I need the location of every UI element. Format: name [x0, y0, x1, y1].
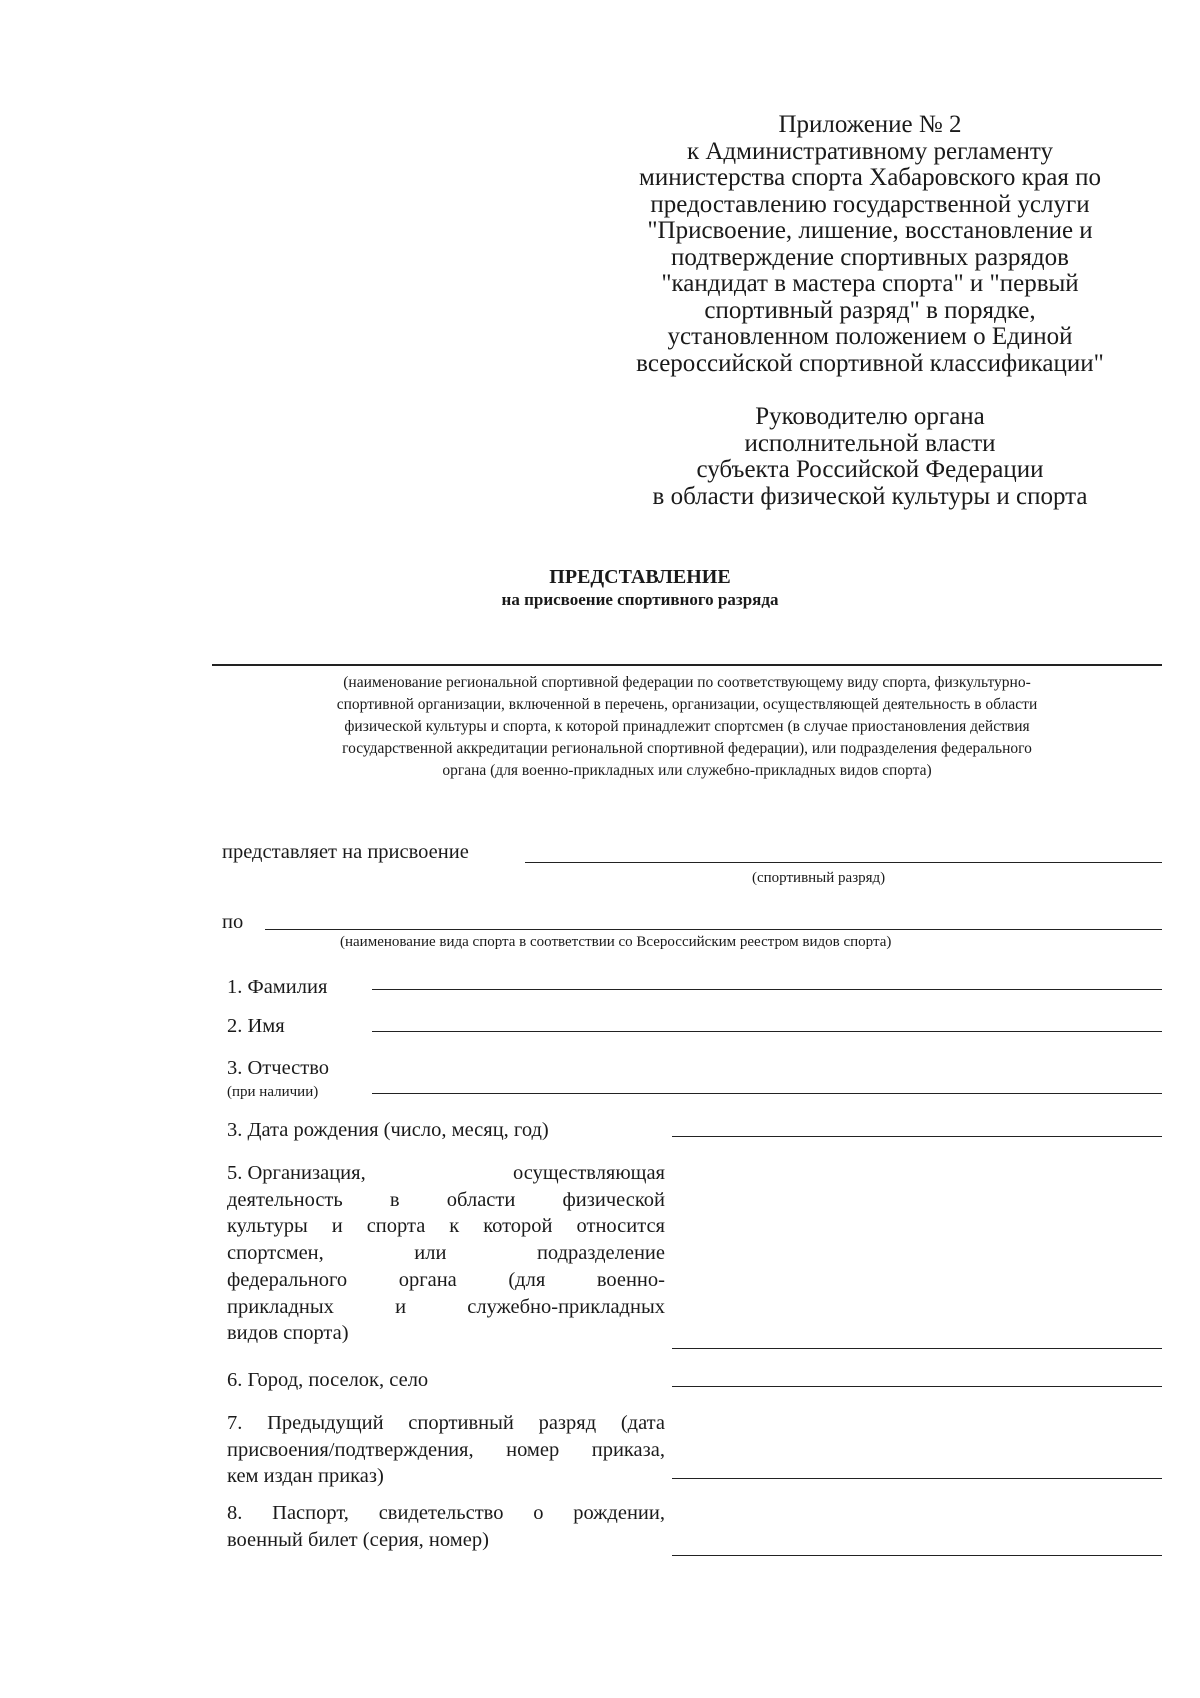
- organization-line: федерального органа (для военно-: [227, 1268, 665, 1291]
- previous-rank-field-line[interactable]: [672, 1478, 1162, 1479]
- name-field-line[interactable]: [372, 1031, 1162, 1032]
- sport-field-hint: (наименование вида спорта в соответствии со Всероссийским реестром видов спорта): [340, 934, 892, 950]
- appendix-header: [590, 112, 1150, 377]
- presents-label: представляет на присвоение: [222, 841, 469, 863]
- organization-line: деятельность в области физической: [227, 1188, 665, 1211]
- appendix-line: "Присвоение, лишение, восстановление и: [647, 217, 1093, 244]
- city-label: 6. Город, поселок, село: [227, 1369, 429, 1391]
- addressee-block: [600, 404, 1140, 510]
- organization-line: видов спорта): [227, 1322, 349, 1345]
- passport-line: 8. Паспорт, свидетельство о рождении,: [227, 1502, 665, 1524]
- organization-label: [227, 1160, 665, 1347]
- appendix-line: предоставлению государственной услуги: [650, 190, 1090, 218]
- appendix-line: подтверждение спортивных разрядов: [671, 243, 1069, 271]
- sport-label: по: [222, 911, 244, 933]
- previous-rank-label: [227, 1410, 665, 1490]
- passport-line: военный билет (серия, номер): [227, 1528, 489, 1551]
- addressee-line: Руководителю органа: [755, 403, 985, 430]
- passport-field-line[interactable]: [672, 1555, 1162, 1556]
- patronymic-note: (при наличии): [227, 1084, 319, 1100]
- birthdate-label: 3. Дата рождения (число, месяц, год): [227, 1119, 549, 1141]
- document-subtitle: на присвоение спортивного разряда: [501, 590, 779, 609]
- patronymic-label: 3. Отчество: [227, 1057, 330, 1079]
- addressee-line: исполнительной власти: [744, 429, 996, 457]
- previous-rank-line: присвоения/подтверждения, номер приказа,: [227, 1438, 665, 1461]
- appendix-line: Приложение № 2: [778, 111, 962, 138]
- organization-line: культуры и спорта к которой относится: [227, 1215, 665, 1238]
- caption-line: государственной аккредитации региональной спортивной федерации), или подразделения федерального: [342, 740, 1032, 757]
- appendix-line: к Административному регламенту: [686, 137, 1054, 165]
- appendix-line: установленном положением о Единой: [667, 323, 1073, 350]
- rank-field-line[interactable]: [525, 862, 1162, 863]
- appendix-line: министерства спорта Хабаровского края по: [639, 164, 1101, 191]
- organization-line: 5. Организация, осуществляющая: [227, 1162, 665, 1184]
- organization-caption: [212, 672, 1162, 782]
- surname-label: 1. Фамилия: [227, 976, 328, 998]
- addressee-line: в области физической культуры и спорта: [652, 482, 1088, 510]
- caption-line: физической культуры и спорта, к которой принадлежит спортсмен (в случае приостановления действия: [344, 718, 1030, 735]
- addressee-line: субъекта Российской Федерации: [696, 456, 1044, 483]
- organization-field-line[interactable]: [672, 1348, 1162, 1349]
- organization-name-line[interactable]: [212, 664, 1162, 666]
- document-title: ПРЕДСТАВЛЕНИЕ: [549, 566, 731, 588]
- patronymic-field-line[interactable]: [372, 1093, 1162, 1094]
- previous-rank-line: кем издан приказ): [227, 1465, 384, 1488]
- caption-line: спортивной организации, включенной в перечень, организации, осуществляющей деятельность в области: [336, 696, 1038, 713]
- rank-field-hint: (спортивный разряд): [752, 870, 886, 886]
- birthdate-field-line[interactable]: [672, 1136, 1162, 1137]
- sport-field-line[interactable]: [265, 929, 1162, 930]
- organization-line: прикладных и служебно-прикладных: [227, 1295, 665, 1318]
- surname-field-line[interactable]: [372, 989, 1162, 990]
- city-field-line[interactable]: [672, 1386, 1162, 1387]
- appendix-line: всероссийской спортивной классификации": [636, 349, 1104, 377]
- passport-label: [227, 1500, 665, 1553]
- previous-rank-line: 7. Предыдущий спортивный разряд (дата: [227, 1412, 665, 1434]
- caption-line: (наименование региональной спортивной федерации по соответствующему виду спорта, физкультурно-: [343, 674, 1031, 691]
- appendix-line: спортивный разряд" в порядке,: [704, 296, 1036, 324]
- appendix-line: "кандидат в мастера спорта" и "первый: [661, 270, 1079, 297]
- organization-line: спортсмен, или подразделение: [227, 1242, 665, 1265]
- name-label: 2. Имя: [227, 1015, 285, 1037]
- caption-line: органа (для военно-прикладных или служебно-прикладных видов спорта): [442, 762, 932, 779]
